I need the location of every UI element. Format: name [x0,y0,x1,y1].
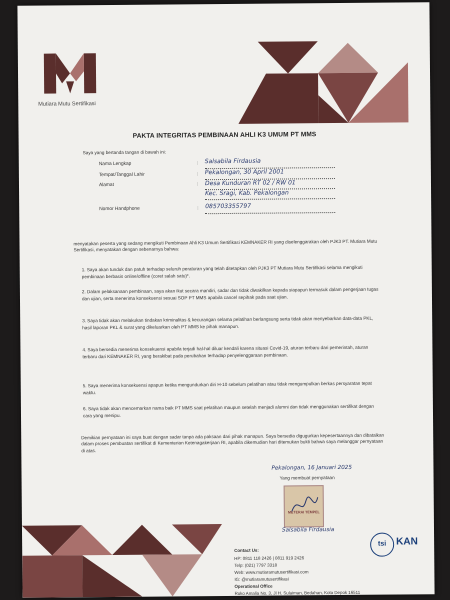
field-label-name: Nama Lengkap [98,161,132,168]
document-page: Mutiara Mutu Sertifikasi PAKTA INTEGRITAS PEMBINAAN AHLI K3 UMUM PT MMS Saya yang bertanda tangan di bawah ini: Nama Lengkap : Salsabila Firdausia Tempat/Tanggal Lahir : Pekalongan, 30 April 2001 Alamat : Desa Kunduran RT 02 / RW 01 Kec. Sragi, Kab. Pekalongan Nomor Handphone : 085703355797 menyatakan peserta yang sedang mengikuti Pembinaan Ahli K3 Umum Sertifikasi KEMNAKER RI yang diselenggarakan oleh PJK3 PT. Mutiara Mutu Sertifikasi, menyatakan dengan sebenarnya bahwa: 1. Saya akan tunduk dan patuh terhadap seluruh peraturan yang telah ditetapkan oleh PJK3 PT Mutiara Mutu Sertifikasi selama mengikuti pembinaan berbasis online/offline (coret salah satu)*. 2. Dalam pelaksanaan pembinaan, saya akan ikut secara mandiri, sadar dan tidak diwakilkan kepada siapapun termasuk dalam pengerjaan tugas dan ujian, serta menerima konsekuensi sesuai SOP PT MMS apabila cancel sepihak pada saat ujian. 3. Saya tidak akan melakukan tindakan kriminalitas & kecurangan selama pelatihan berlangsung serta tidak akan menyebarkan data-data PKL, hasil laporan PKL & surat yang dikeluarkan oleh PT MMS ke pihak manapun. 4. Saya bersedia menerima konsekuensi apabila terjadi hal-hal diluar kendali karena situasi Covid-19, aturan terbaru dari pemerintah, aturan terbaru dari KEMNAKER RI, yang berakibat pada perubahan terhadap penyelenggaraan pembinaan. 5. Saya menerima konsekuensi apapun ketika mengundurkan diri H-10 sebelum pelatihan atau tidak mengumpulkan berkas persyaratan tepat waktu. 6. Saya tidak akan mencemarkan nama baik PT MMS saat pelatihan maupun setelah menjadi alumni dan tidak menggunakan sertifikat dengan cara yang menipu. Demikian pernyataan ini saya buat dengan sadar tanpa ada paksaan dari pihak manapun. Saya bersedia digugurkan kepesertaannya dan dibatalkan dalam proses pembuatan sertifikat di Kementerian Ketenagakerjaan RI, apabila dikemudian hari ditemukan bukti bahwa saya melanggar pernyataan di atas. Pekalongan, 16 Januari 2025 Yang membuat pernyataan METERAI TEMPEL Salsabila Firdausia Contact Us: HP: 0811 118 2426 | 0811 919 2426 Telp: (021) 7797 3318 Web: www.mutiaramutusertifikasi.com IG: @mutiaramutusertifikasi Operational Office Ruko Amalia No. 3, Jl H. Sulaiman, Bedahan, Kota Depok 16511 tsi KAN [17,2,434,598]
field-value-address-2: Kec. Sragi, Kab. Pekalongan [205,189,289,198]
signature-scribble [287,493,320,517]
intro-line: Saya yang bertanda tangan di bawah ini: [82,149,166,156]
tsi-logo: tsi [370,533,394,557]
office-heading: Operational Office [234,583,273,589]
contact-hp: HP: 0811 118 2426 | 0811 919 2426 [234,555,305,561]
deco-triangle-3 [318,43,378,74]
intro-paragraph: menyatakan peserta yang sedang mengikuti Pembinaan Ahli K3 Umum Sertifikasi KEMNAKER RI yang diselenggarakan oleh PJK3 PT. Mutiara Mutu Sertifikasi, menyatakan dengan sebenarnya bahwa: [73,238,378,253]
field-value-birth: Pekalongan, 30 April 2001 [204,168,285,177]
contact-web: Web: www.mutiaramutusertifikasi.com [234,569,309,575]
signatory-name: Salsabila Firdausia [281,527,335,534]
stamp-text: METERAI TEMPEL [287,510,320,515]
mms-logo [40,53,98,100]
deco-triangle-2 [238,73,318,124]
signature-place-date: Pekalongan, 16 Januari 2025 [271,464,352,472]
contact-ig: IG: @mutiaramutusertifikasi [234,576,289,582]
field-label-birth: Tempat/Tanggal Lahir [98,172,145,179]
office-address: Ruko Amalia No. 3, Jl H. Sulaiman, Bedahan, Kota Depok 16511 [234,589,361,596]
contact-heading: Contact Us: [234,547,259,553]
document-title: PAKTA INTEGRITAS PEMBINAAN AHLI K3 UMUM PT MMS [132,131,317,140]
statement-item-4: 4. Saya bersedia menerima konsekuensi apabila terjadi hal-hal diluar kendali karena situasi Covid-19, aturan terbaru dari pemerintah, aturan terbaru dari KEMNAKER RI, yang berakibat pada perubahan terhadap penyelenggaraan pembinaan. [82,344,369,359]
kan-logo: KAN [396,536,418,548]
statement-item-6: 6. Saya tidak akan mencemarkan nama baik PT MMS saat pelatihan maupun setelah menjadi alumni dan tidak menggunakan sertifikat dengan cara yang menipu. [82,403,374,418]
deco-triangle-1 [258,41,318,74]
statement-item-1: 1. Saya akan tunduk dan patuh terhadap seluruh peraturan yang telah ditetapkan oleh PJK3 PT Mutiara Mutu Sertifikasi selama mengikuti pembinaan berbasis online/offline (coret salah satu)*. [81,264,363,279]
footer-decoration [22,510,233,598]
accreditation-badge [370,530,430,561]
statement-item-5: 5. Saya menerima konsekuensi apapun ketika mengundurkan diri H-10 sebelum pelatihan atau tidak mengumpulkan berkas persyaratan tepat waktu. [82,380,372,395]
field-label-address: Alamat [98,182,114,189]
field-label-phone: Nomor Handphone [99,206,140,213]
statement-item-3: 3. Saya tidak akan melakukan tindakan kriminalitas & kecurangan selama pelatihan berlangsung serta tidak akan menyebarkan data-data PKL, hasil laporan PKL & surat yang dikeluarkan oleh PT MMS ke pihak manapun. [82,315,374,330]
field-value-address: Desa Kunduran RT 02 / RW 01 [204,179,296,188]
contact-telp: Telp: (021) 7797 3318 [234,562,278,568]
org-name: Mutiara Mutu Sertifikasi [38,101,96,108]
closing-paragraph: Demikian pernyataan ini saya buat dengan sadar tanpa ada paksaan dari pihak manapun. Saya bersedia digugurkan kepesertaannya dan dibatalkan dalam proses pembuatan sertifikat di Kementerian Ketenagakerjaan RI, apabila dikemudian hari ditemukan bukti bahwa saya melanggar pernyataan di atas. [81,432,385,454]
signature-caption: Yang membuat pernyataan [279,475,335,481]
field-value-name: Salsabila Firdausia [204,157,261,166]
field-value-phone: 085703355797 [205,202,252,211]
statement-item-2: 2. Dalam pelaksanaan pembinaan, saya akan ikut secara mandiri, sadar dan tidak diwakilkan kepada siapapun termasuk dalam pengerjaan tugas dan ujian, serta menerima konsekuensi sesuai SOP PT MMS apabila cancel sepihak pada saat ujian. [81,286,379,301]
